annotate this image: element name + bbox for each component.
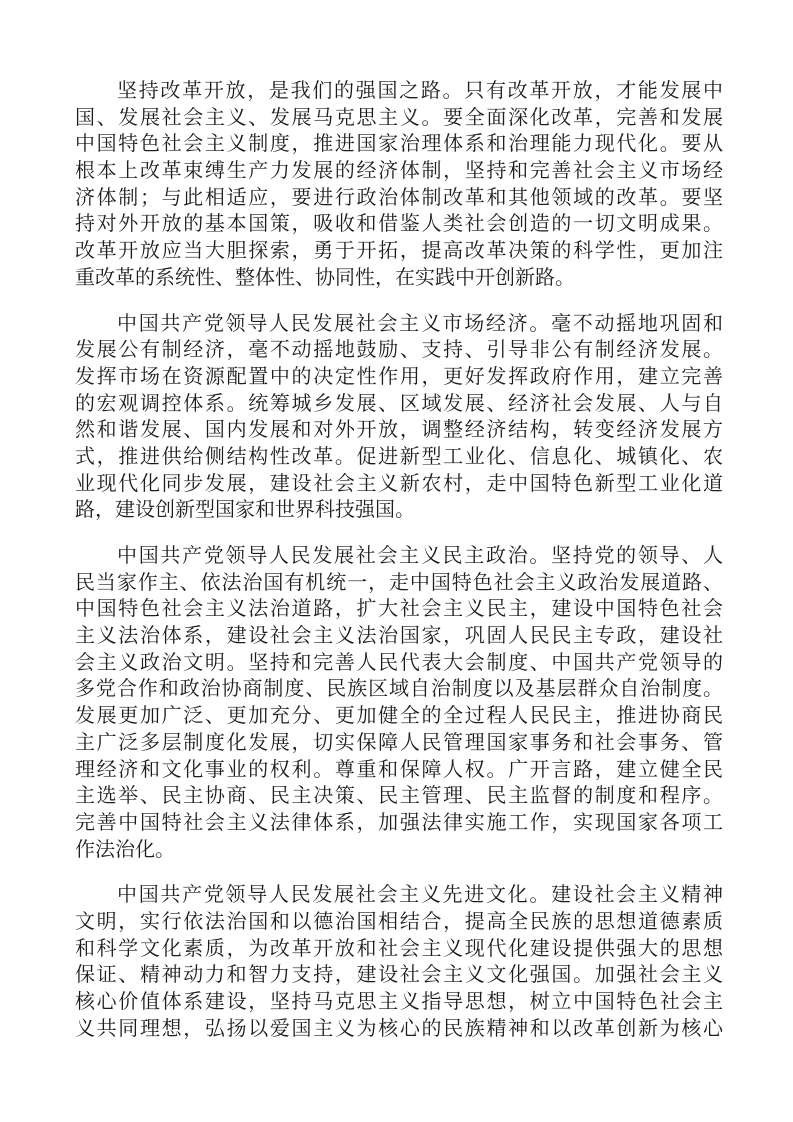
- text-line: 完善中国特社会主义法律体系，加强法律实施工作，实现国家各项工: [75, 811, 723, 834]
- text-line: 发展公有制经济，毫不动摇地鼓励、支持、引导非公有制经济发展。: [75, 339, 723, 362]
- text-line: 改革开放应当大胆探索，勇于开拓，提高改革决策的科学性，更加注: [75, 240, 723, 263]
- text-line: 核心价值体系建设，坚持马克思主义指导思想，树立中国特色社会主: [75, 991, 723, 1013]
- document-body: [75, 78, 723, 1061]
- text-line: 中国特色社会主义法治道路，扩大社会主义民主，建设中国特色社会: [75, 598, 723, 621]
- paragraph: [75, 311, 723, 525]
- text-line: 中国共产党领导人民发展社会主义先进文化。建设社会主义精神: [117, 884, 723, 907]
- text-line: 主广泛多层制度化发展，切实保障人民管理国家事务和社会事务、管: [75, 731, 723, 754]
- text-line: 持对外开放的基本国策，吸收和借鉴人类社会创造的一切文明成果。: [75, 213, 723, 236]
- text-line: 和科学文化素质，为改革开放和社会主义现代化建设提供强大的思想: [75, 937, 723, 960]
- text-line: 作法治化。: [75, 838, 175, 861]
- text-line: 义共同理想，弘扬以爱国主义为核心的民族精神和以改革创新为核心: [75, 1017, 723, 1040]
- text-line: 中国特色社会主义制度，推进国家治理体系和治理能力现代化。要从: [75, 133, 723, 156]
- text-line: 保证、精神动力和智力支持，建设社会主义文化强国。加强社会主义: [75, 964, 723, 987]
- text-line: 根本上改革束缚生产力发展的经济体制，坚持和完善社会主义市场经: [75, 160, 723, 183]
- text-line: 式，推进供给侧结构性改革。促进新型工业化、信息化、城镇化、农: [75, 445, 723, 468]
- text-line: 主选举、民主协商、民主决策、民主管理、民主监督的制度和程序。: [75, 785, 723, 808]
- text-line: 路，建设创新型国家和世界科技强国。: [75, 499, 415, 522]
- text-line: 中国共产党领导人民发展社会主义民主政治。坚持党的领导、人: [117, 545, 723, 567]
- text-line: 重改革的系统性、整体性、协同性，在实践中开创新路。: [75, 266, 575, 289]
- text-line: 发展更加广泛、更加充分、更加健全的全过程人民民主，推进协商民: [75, 705, 723, 728]
- text-line: 发挥市场在资源配置中的决定性作用，更好发挥政府作用，建立完善: [75, 365, 723, 388]
- text-line: 理经济和文化事业的权利。尊重和保障人权。广开言路，建立健全民: [75, 758, 723, 781]
- text-line: 多党合作和政治协商制度、民族区域自治制度以及基层群众自治制度。: [75, 678, 723, 701]
- paragraph: [75, 882, 723, 1042]
- text-line: 业现代化同步发展，建设社会主义新农村，走中国特色新型工业化道: [75, 472, 723, 495]
- paragraph: [75, 78, 723, 292]
- text-line: 主义法治体系，建设社会主义法治国家，巩固人民民主专政，建设社: [75, 625, 723, 648]
- text-line: 文明，实行依法治国和以德治国相结合，提高全民族的思想道德素质: [75, 910, 723, 933]
- text-line: 坚持改革开放，是我们的强国之路。只有改革开放，才能发展中: [117, 80, 723, 102]
- text-line: 然和谐发展、国内发展和对外开放，调整经济结构，转变经济发展方: [75, 419, 723, 442]
- text-line: 中国共产党领导人民发展社会主义市场经济。毫不动摇地巩固和: [117, 312, 723, 335]
- text-line: 会主义政治文明。坚持和完善人民代表大会制度、中国共产党领导的: [75, 651, 723, 674]
- text-line: 民当家作主、依法治国有机统一，走中国特色社会主义政治发展道路、: [75, 571, 723, 594]
- text-line: 的宏观调控体系。统筹城乡发展、区域发展、经济社会发展、人与自: [75, 392, 723, 415]
- text-line: 国、发展社会主义、发展马克思主义。要全面深化改革，完善和发展: [75, 106, 723, 129]
- text-line: 济体制；与此相适应，要进行政治体制改革和其他领域的改革。要坚: [75, 186, 723, 209]
- paragraph: [75, 543, 723, 863]
